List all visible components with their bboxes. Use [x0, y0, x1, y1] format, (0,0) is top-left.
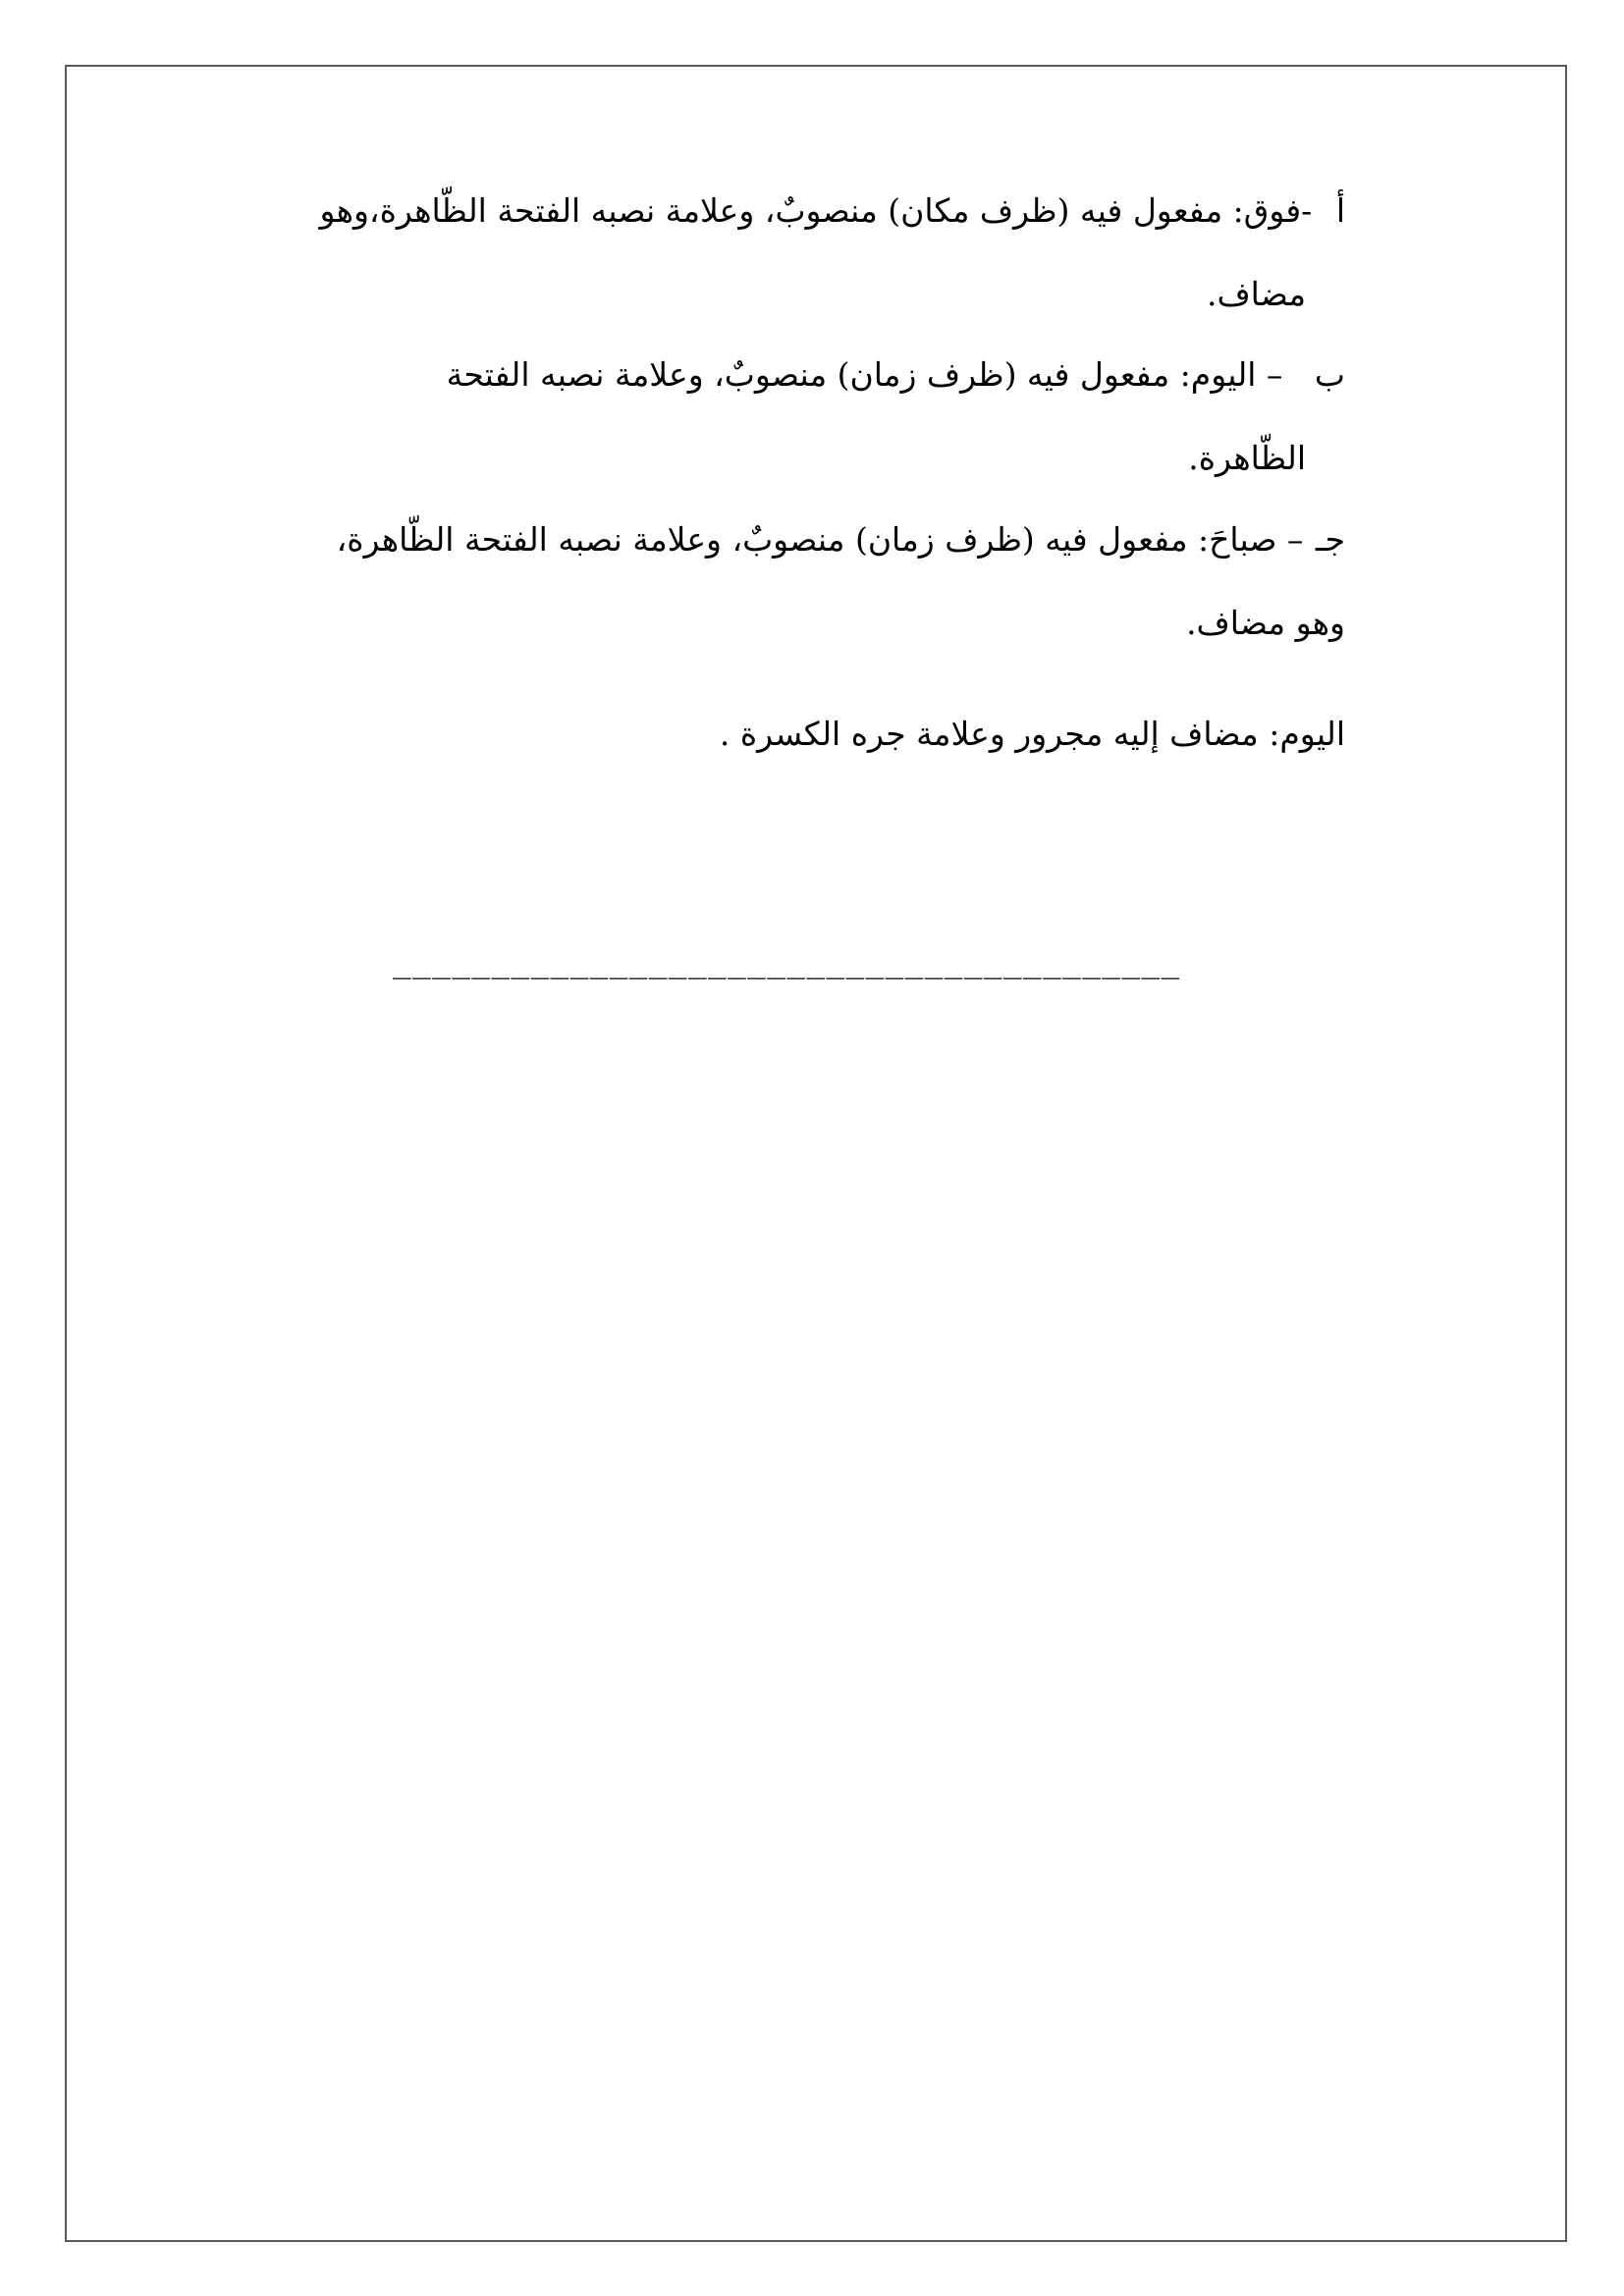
paragraph-a-text-2: مضاف. — [1206, 275, 1306, 313]
paragraph-a-text-1: -فوق: مفعول فيه (ظرف مكان) منصوبٌ، وعلامة نصبه الفتحة الظّاهرة،وهو — [319, 191, 1313, 230]
paragraph-a-line-2 — [1207, 275, 1306, 314]
paragraph-b-label: ب — [1314, 355, 1345, 394]
paragraph-c-line-1 — [337, 520, 1345, 560]
paragraph-b-line-1 — [447, 355, 1345, 395]
paragraph-a-line-1 — [320, 191, 1345, 231]
paragraph-a-label: أ — [1335, 191, 1345, 230]
paragraph-c-label: جـ — [1315, 520, 1345, 559]
paragraph-c-line-2 — [1186, 604, 1345, 643]
paragraph-c-text-2: وهو مضاف. — [1186, 604, 1345, 642]
paragraph-b-line-2 — [1188, 439, 1306, 478]
paragraph-c-text-1: – صباحَ: مفعول فيه (ظرف زمان) منصوبٌ، وعلامة نصبه الفتحة الظّاهرة، — [336, 520, 1304, 559]
paragraph-b-text-2: الظّاهرة. — [1188, 439, 1306, 477]
note-text: اليوم: مضاف إليه مجرور وعلامة جره الكسرة . — [719, 715, 1345, 753]
paragraph-b-text-1: – اليوم: مفعول فيه (ظرف زمان) منصوبٌ، وعلامة نصبه الفتحة — [446, 355, 1283, 394]
divider-line: ________________________________________ — [393, 944, 1181, 980]
note-line — [720, 715, 1345, 754]
